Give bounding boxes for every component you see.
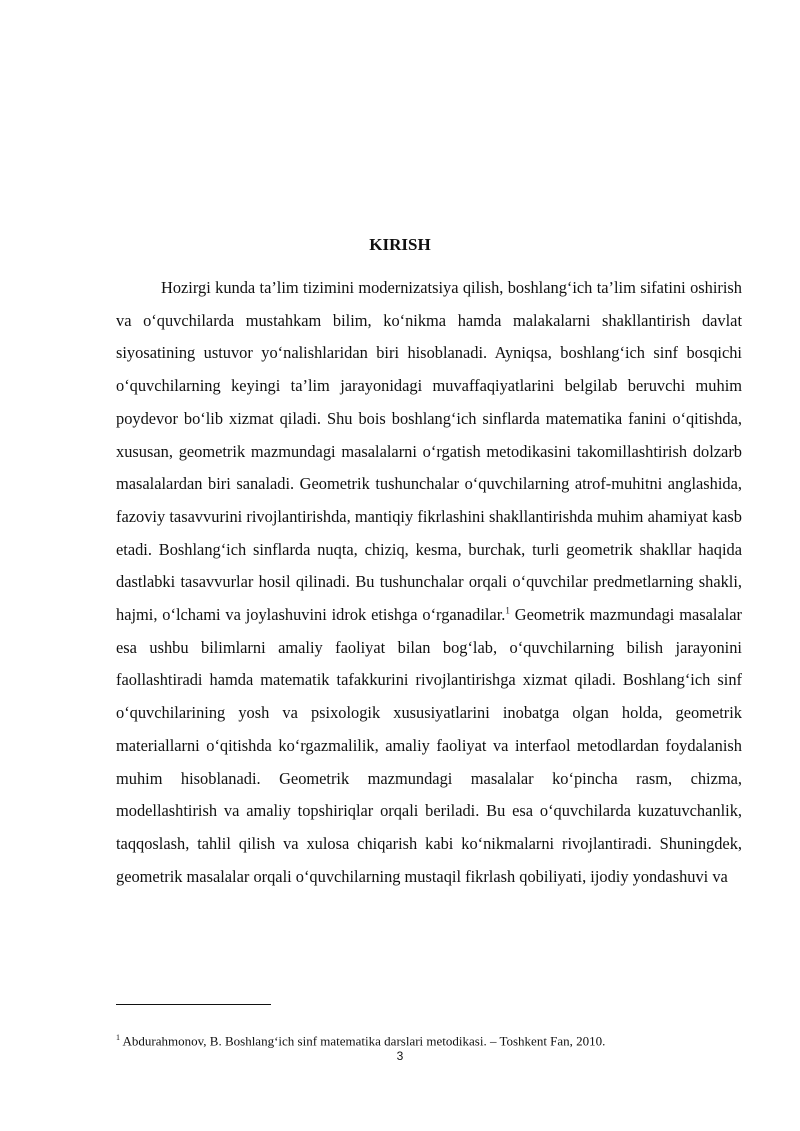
paragraph-text-part-2: Geometrik mazmundagi masalalar esa ushbu bilimlarni amaliy faoliyat bilan bog‘lab, o‘quvchilarning bilish jarayonini faollashtiradi hamda matematik tafakkurini rivojlantirishga xizmat qiladi. Boshlang‘ich sinf o‘quvchilarining yosh va psixologik xususiyatlarini inobatga olgan holda, geometrik materiallarni o‘qitishda ko‘rgazmalilik, amaliy faoliyat va interfaol metodlardan foydalanish muhim hisoblanadi. Geometrik mazmundagi masalalar ko‘pincha rasm, chizma, modellashtirish va amaliy topshiriqlar orqali beriladi. Bu esa o‘quvchilarda kuzatuvchanlik, taqqoslash, tahlil qilish va xulosa chiqarish kabi ko‘nikmalarni rivojlantiradi. Shuningdek, geometrik masalalar orqali o‘quvchilarning mustaqil fikrlash qobiliyati, ijodiy yondashuvi va [116, 605, 742, 886]
footnote-divider [116, 1004, 271, 1005]
paragraph-text-part-1: Hozirgi kunda ta’lim tizimini modernizatsiya qilish, boshlang‘ich ta’lim sifatini oshirish va o‘quvchilarda mustahkam bilim, ko‘nikma hamda malakalarni shakllantirish davlat siyosatining ustuvor yo‘nalishlaridan biri hisoblanadi. Ayniqsa, boshlang‘ich sinf bosqichi o‘quvchilarning keyingi ta’lim jarayonidagi muvaffaqiyatlarini belgilab beruvchi muhim poydevor bo‘lib xizmat qiladi. Shu bois boshlang‘ich sinflarda matematika fanini o‘qitishda, xususan, geometrik mazmundagi masalalarni o‘rgatish metodikasini takomillashtirish dolzarb masalalardan biri sanaladi. Geometrik tushunchalar o‘quvchilarning atrof-muhitni anglashida, fazoviy tasavvurini rivojlantirishda, mantiqiy fikrlashini shakllantirishda muhim ahamiyat kasb etadi. Boshlang‘ich sinflarda nuqta, chiziq, kesma, burchak, turli geometrik shakllar haqida dastlabki tasavvurlar hosil qilinadi. Bu tushunchalar orqali o‘quvchilar predmetlarning shakli, hajmi, o‘lchami va joylashuvini idrok etishga o‘rganadilar. [116, 278, 742, 625]
body-paragraph [116, 272, 742, 893]
footnote-text: Abdurahmonov, B. Boshlang‘ich sinf matematika darslari metodikasi. – Toshkent Fan, 2010. [120, 1033, 606, 1049]
page-number: 3 [396, 1049, 404, 1063]
footnote-number: 1 [116, 1033, 120, 1042]
page-title: KIRISH [369, 235, 431, 254]
footnote-reference[interactable]: 1 [505, 605, 510, 616]
